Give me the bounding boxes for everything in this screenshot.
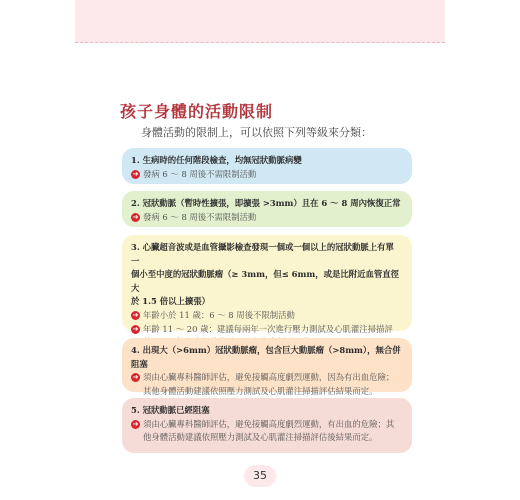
section-4-heading: 4. 出現大（>6mm）冠狀動脈瘤，包含巨大動脈瘤（>8mm），無合併阻塞 [131, 345, 401, 369]
bullet-text: 須由心臟專科醫師評估，避免接觸高度劇烈運動，有出血的危險；其 [143, 418, 395, 429]
bullet-text: 須由心臟專科醫師評估，避免接觸高度劇烈運動，因為有出血危險； [143, 372, 395, 383]
section-1-heading: 1. 生病時的任何階段檢查，均無冠狀動脈病變 [131, 155, 302, 165]
bullet-text: 他身體活動建議依照壓力測試及心肌灌注掃描評估後結果而定。 [143, 432, 378, 443]
bullet-text: 發病 6 ～ 8 周後不需限制活動 [143, 168, 257, 179]
bullet-text: 年齡小於 11 歲：6 ～ 8 周後不限制活動 [143, 310, 295, 321]
section-2-bullet [131, 211, 402, 225]
arrow-right-circle-icon: ➜ [132, 169, 139, 178]
section-3-bullet-1 [131, 309, 402, 323]
section-4-card [122, 338, 412, 396]
arrow-right-circle-icon: ➜ [132, 311, 139, 320]
section-3-heading [131, 241, 402, 309]
bullet-text: 發病 6 ～ 8 周後不需限制活動 [143, 211, 257, 222]
section-1-card [122, 148, 412, 184]
arrow-right-circle-icon: ➜ [132, 373, 139, 382]
bullet-text: 其他身體活動建議依照壓力測試及心肌灌注掃描評估結果而定。 [143, 385, 378, 396]
intro-text: 身體活動的限制上，可以依照下列等級來分類： [141, 126, 372, 139]
section-1-bullet [131, 168, 402, 182]
header-band [75, 0, 445, 43]
page-number: 35 [244, 465, 276, 487]
arrow-right-circle-icon: ➜ [132, 324, 139, 333]
bullet-text: 年齡 11 ～ 20 歲：建議每兩年一次進行壓力測試及心肌灌注掃描評 [143, 323, 393, 334]
page-title: 孩子身體的活動限制 [120, 102, 274, 121]
heading-line: 個小至中度的冠狀動脈瘤（≥ 3mm，但≤ 6mm，或是比附近血管直徑大 [131, 269, 399, 293]
section-2-heading: 2. 冠狀動脈（暫時性擴張，即擴張 >3mm）且在 6 ～ 8 周內恢復正常 [131, 198, 401, 208]
section-5-card [122, 398, 412, 453]
heading-line: 3. 心臟超音波或是血管攝影檢查發現一個或一個以上的冠狀動脈上有單一 [131, 242, 394, 266]
heading-line: 於 1.5 倍以上擴張） [131, 296, 211, 307]
section-2-card [122, 191, 412, 227]
section-5-bullet [131, 418, 402, 445]
section-4-bullet [131, 371, 402, 398]
section-5-heading: 5. 冠狀動脈已經阻塞 [131, 405, 210, 415]
arrow-right-circle-icon: ➜ [132, 419, 139, 428]
arrow-right-circle-icon: ➜ [132, 212, 139, 221]
section-3-card [122, 235, 412, 334]
